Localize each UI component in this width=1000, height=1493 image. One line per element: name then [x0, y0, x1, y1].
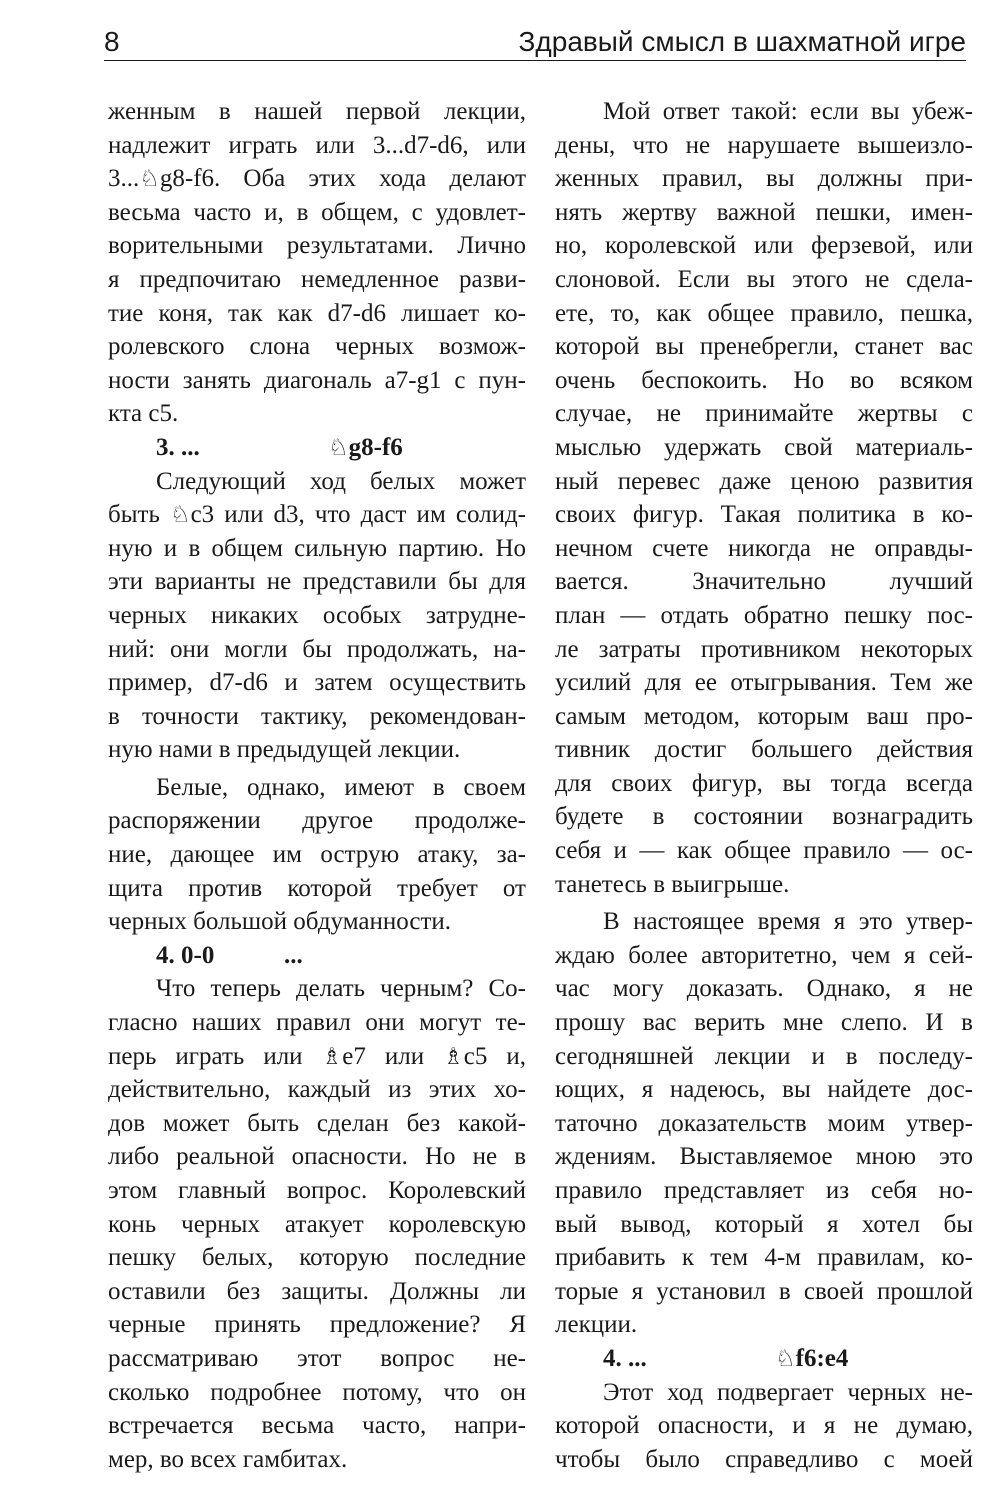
text-line: тивник достиг большего действия — [555, 736, 973, 764]
text-line: рассматриваю этот вопрос не- — [108, 1344, 526, 1372]
text-line: прошу вас верить мне слепо. И в — [555, 1009, 973, 1037]
text-line: пешку белых, которую последние — [108, 1244, 526, 1272]
move-number: 4. ... — [603, 1344, 647, 1372]
text-line: лекции. — [555, 1311, 638, 1339]
text-line: мыслью удержать свой материаль- — [555, 433, 973, 461]
text-line: ждениям. Выставляемое мною это — [555, 1143, 973, 1171]
text-line: таточно доказательств моим утвер- — [555, 1109, 973, 1137]
move-notation: ♘f6:e4 — [775, 1344, 849, 1372]
text-line: час могу доказать. Однако, я не — [555, 975, 973, 1003]
text-line: женным в нашей первой лекции, — [108, 98, 526, 125]
text-line: ворительными результатами. Лично — [108, 232, 526, 260]
text-line: перь играть или ♗e7 или ♗c5 и, — [108, 1042, 526, 1070]
chess-move — [108, 939, 526, 973]
text-line: оставили без защиты. Должны ли — [108, 1277, 526, 1305]
text-line: но, королевской или ферзевой, или — [555, 232, 973, 260]
text-line: действительно, каждый из этих хо- — [108, 1076, 526, 1104]
move-number: 3. ... — [156, 433, 200, 461]
chess-piece-icon: ♘ — [169, 502, 191, 529]
text-line: мер, во всех гамбитах. — [108, 1445, 348, 1473]
text-line: быть ♘c3 или d3, что даст им солид- — [108, 501, 527, 529]
text-line: распоряжении другое продолже- — [108, 807, 526, 835]
paragraph — [108, 465, 526, 767]
text-line: В настоящее время я это утвер- — [603, 908, 973, 936]
chess-piece-icon: ♗ — [321, 1043, 343, 1070]
text-line: для своих фигур, вы тогда всегда — [555, 769, 973, 797]
text-line: прибавить к тем 4-м правилам, ко- — [555, 1244, 973, 1272]
text-line: встречается весьма часто, напри- — [108, 1412, 526, 1440]
text-line: щита против которой требует от — [108, 874, 526, 902]
text-line: в точности тактику, рекомендован- — [108, 702, 526, 730]
text-line: ждаю более авторитетно, чем я сей- — [555, 941, 973, 969]
text-line: сегодняшней лекции и в последу- — [555, 1042, 973, 1070]
text-line: Мой ответ такой: если вы убеж- — [603, 98, 973, 125]
paragraph — [555, 905, 973, 1342]
chess-piece-icon: ♘ — [139, 166, 160, 193]
page-number: 8 — [104, 26, 120, 57]
text-line: черных никаких особых затрудне- — [108, 601, 526, 629]
text-line: дены, что не нарушаете вышеизло- — [555, 131, 973, 159]
text-line: ролевского слона черных возмож- — [108, 333, 526, 361]
move-number: 4. 0-0 — [156, 941, 215, 969]
text-line: я предпочитаю немедленное разви- — [108, 265, 526, 293]
text-line: весьма часто и, в общем, с удовлет- — [108, 198, 526, 226]
move-notation: ♘g8-f6 — [328, 433, 403, 461]
text-line: ную и в общем сильную партию. Но — [108, 534, 526, 562]
text-line: усилий для ее отыгрывания. Тем же — [555, 669, 973, 697]
text-line: ний: они могли бы продолжать, на- — [108, 635, 526, 663]
text-line: ле затраты противником некоторых — [555, 635, 973, 663]
running-title: Здравый смысл в шахматной игре — [518, 26, 966, 57]
text-line: пример, d7-d6 и затем осуществить — [108, 669, 526, 697]
text-line: вый вывод, который я хотел бы — [555, 1210, 973, 1238]
text-line: черные принять предложение? Я — [108, 1311, 526, 1339]
text-line: ние, дающее им острую атаку, за- — [108, 841, 526, 869]
text-line: дов может быть сделан без какой- — [108, 1109, 526, 1137]
text-line: эти варианты не представили бы для — [108, 568, 526, 596]
text-line: тие коня, так как d7-d6 лишает ко- — [108, 299, 526, 327]
text-line: план — отдать обратно пешку пос- — [555, 601, 973, 629]
text-line: Белые, однако, имеют в своем — [156, 773, 526, 801]
text-line: черных большой обдуманности. — [108, 908, 452, 936]
text-line: будете в состоянии вознаградить — [555, 803, 973, 831]
chess-piece-icon: ♘ — [775, 1345, 796, 1372]
text-line: гласно наших правил они могут те- — [108, 1009, 526, 1037]
text-line: 3...♘g8-f6. Оба этих хода делают — [108, 165, 526, 193]
text-line: случае, не принимайте жертвы с — [555, 400, 973, 428]
paragraph — [108, 972, 526, 1476]
text-line: этом главный вопрос. Королевский — [108, 1177, 526, 1204]
text-line: Следующий ход белых может — [156, 467, 526, 495]
text-line: вается. Значительно лучший — [555, 568, 973, 596]
text-line: слоновой. Если вы этого не сдела- — [555, 265, 973, 293]
left-column — [108, 95, 526, 1476]
text-line: чтобы было справедливо с моей — [555, 1445, 973, 1473]
chess-piece-icon: ♘ — [328, 434, 349, 461]
text-line: которой вы пренебрегли, станет вас — [555, 333, 973, 361]
text-line: кта c5. — [108, 400, 179, 428]
text-line: Что теперь делать черным? Со- — [156, 975, 526, 1003]
text-line: себя и — как общее правило — ос- — [555, 837, 973, 865]
move-notation: ... — [284, 941, 303, 969]
paragraph — [555, 95, 973, 901]
paragraph — [108, 95, 526, 431]
text-line: надлежит играть или 3...d7-d6, или — [108, 131, 526, 159]
text-line: ете, то, как общее правило, пешка, — [555, 299, 973, 327]
text-line: самым методом, которым ваш про- — [555, 702, 973, 730]
text-line: нять жертву важной пешки, имен- — [555, 198, 973, 226]
text-line: либо реальной опасности. Но не в — [108, 1143, 526, 1171]
text-line: сколько подробнее потому, что он — [108, 1378, 526, 1406]
chess-move — [108, 431, 526, 465]
text-line: ный перевес даже ценою развития — [555, 467, 973, 495]
paragraph — [555, 1376, 973, 1477]
text-line: нечном счете никогда не оправды- — [555, 534, 973, 562]
text-line: ности занять диагональ a7-g1 с пун- — [108, 366, 526, 394]
text-line: очень беспокоить. Но во всяком — [555, 366, 973, 394]
text-line: танетесь в выигрыше. — [555, 870, 790, 898]
text-line: правило представляет из себя но- — [555, 1177, 973, 1204]
running-header — [104, 20, 966, 61]
text-line: своих фигур. Такая политика в ко- — [555, 501, 973, 529]
text-line: ющих, я надеюсь, вы найдете дос- — [555, 1076, 973, 1104]
chess-piece-icon: ♗ — [443, 1043, 464, 1070]
paragraph — [108, 771, 526, 939]
text-line: конь черных атакует королевскую — [108, 1210, 526, 1238]
chess-move — [555, 1342, 973, 1376]
text-line: женных правил, вы должны при- — [555, 165, 973, 193]
text-line: ную нами в предыдущей лекции. — [108, 736, 461, 764]
text-line: торые я установил в своей прошлой — [555, 1277, 973, 1305]
text-line: которой опасности, и я не думаю, — [555, 1412, 973, 1440]
right-column — [555, 95, 973, 1476]
text-line: Этот ход подвергает черных не- — [603, 1378, 973, 1406]
